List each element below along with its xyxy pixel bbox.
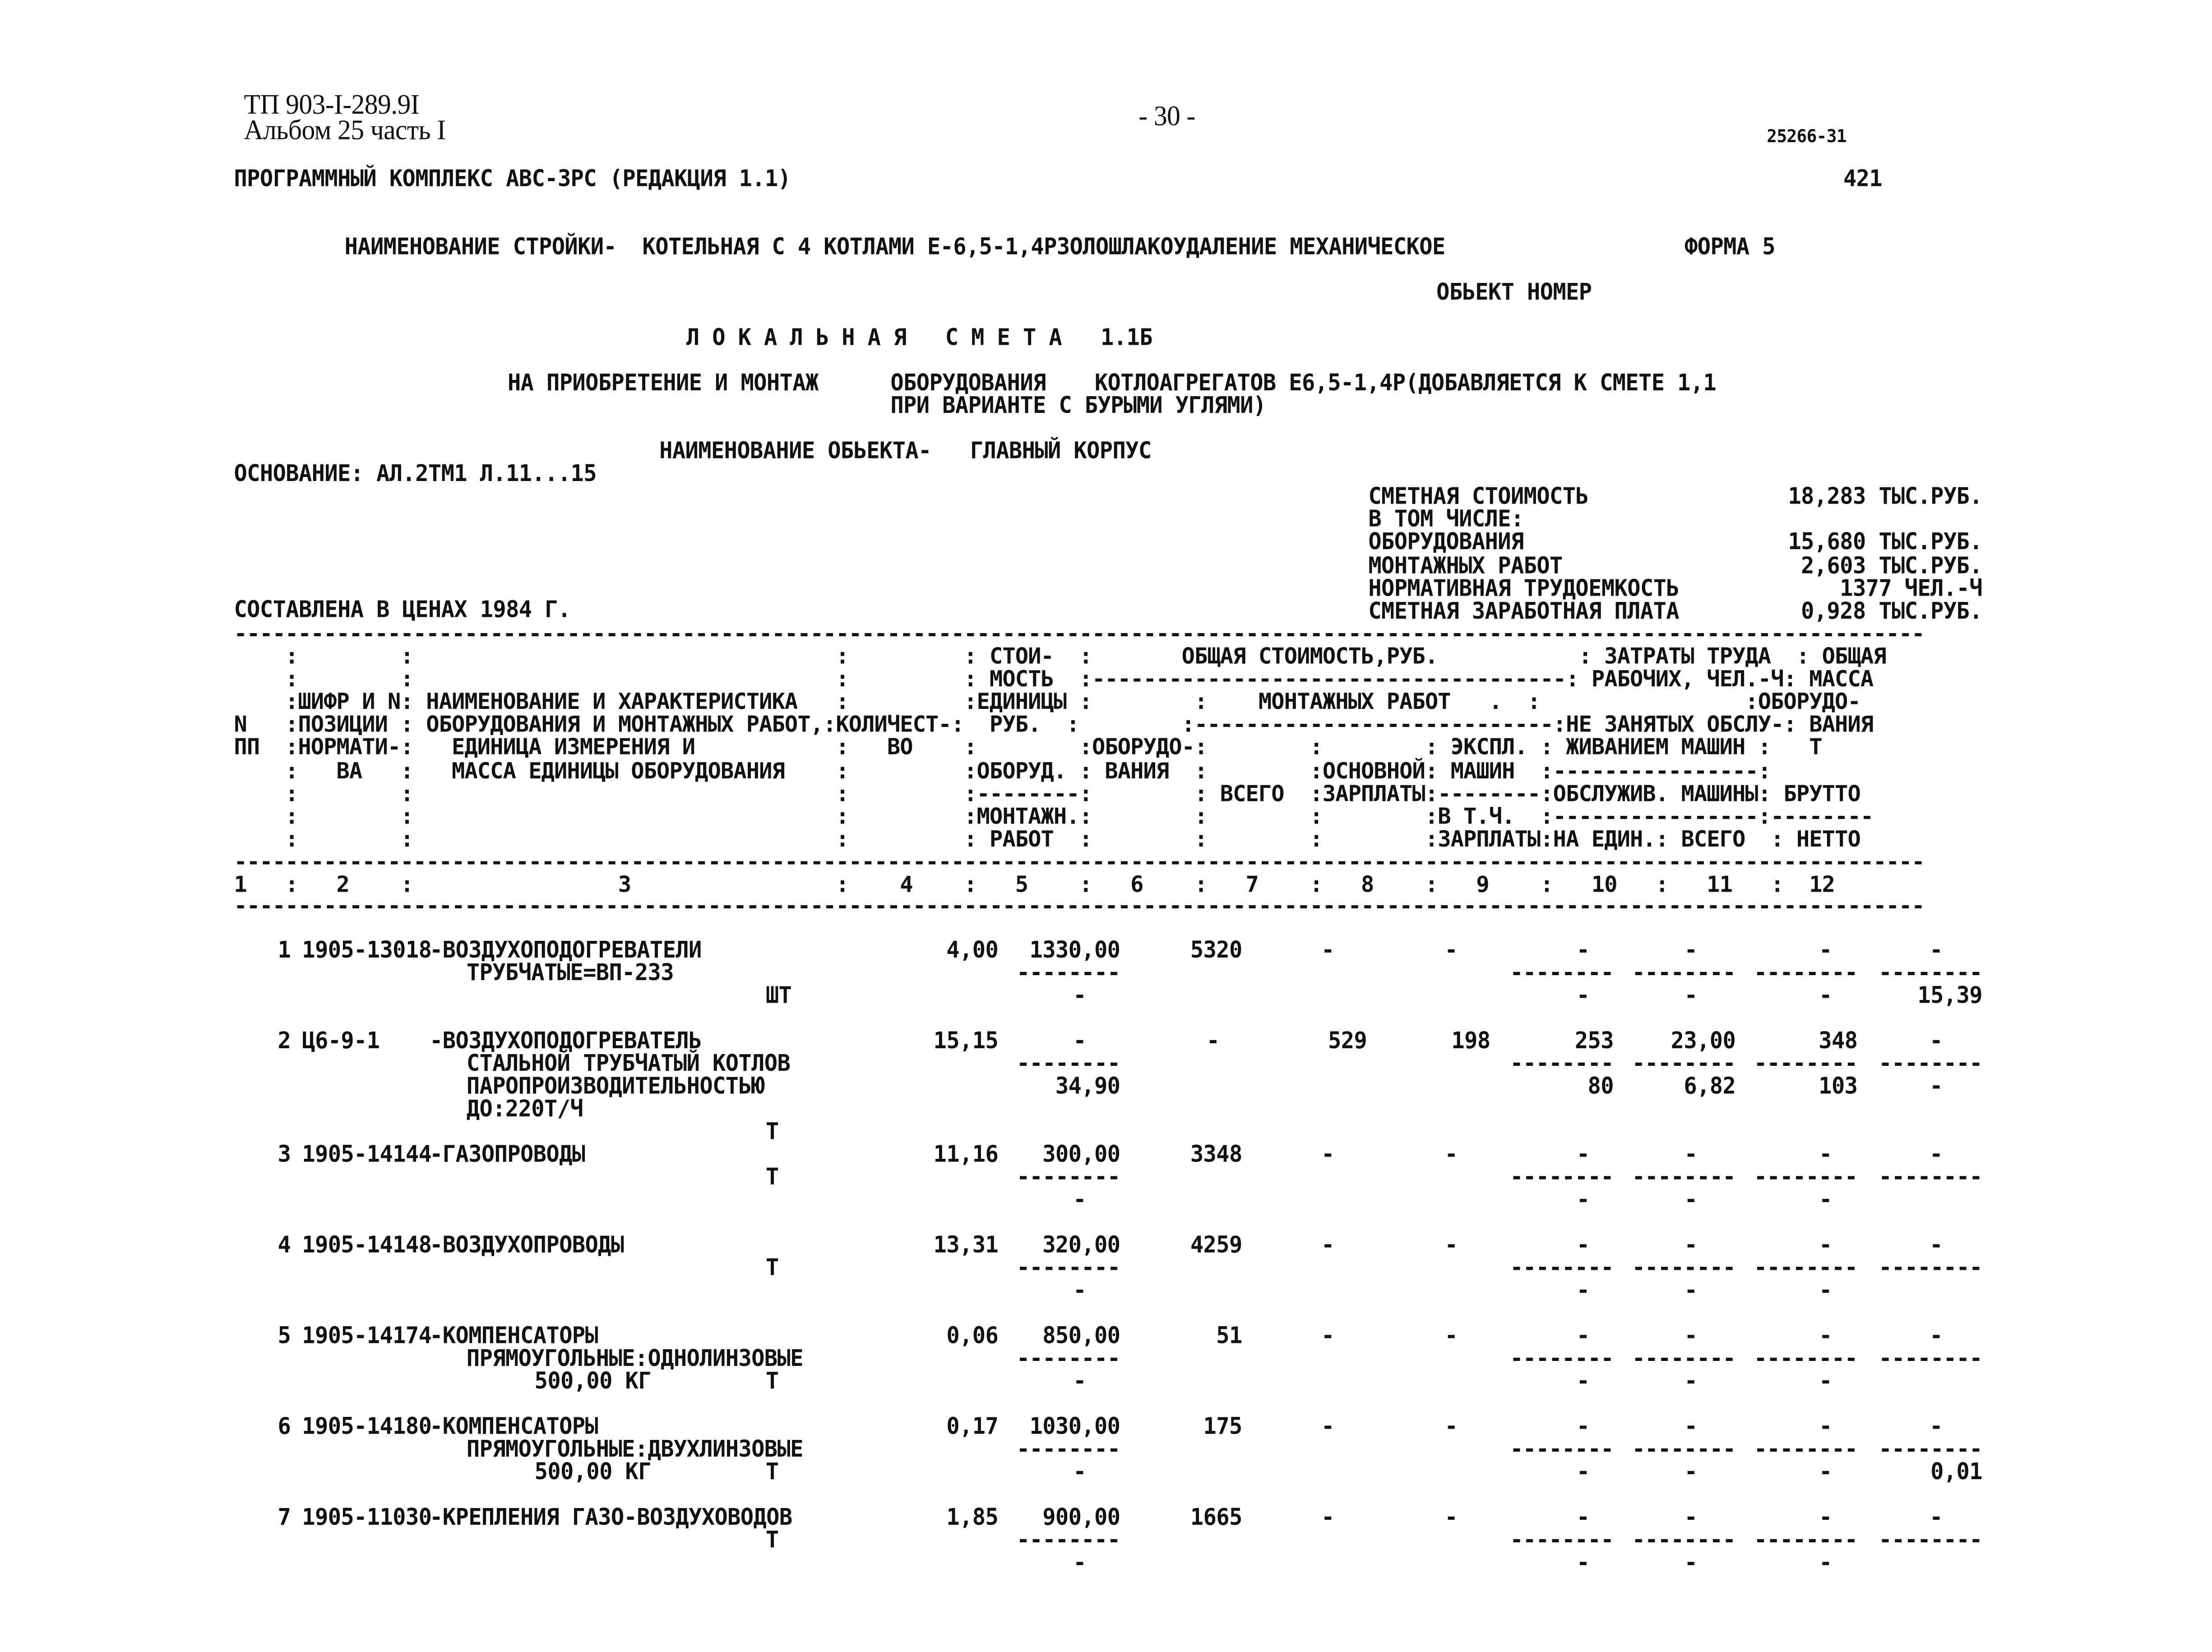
item-name: ТРУБЧАТЫЕ=ВП-233 — [466, 959, 674, 986]
total-installation: - — [1321, 1322, 1334, 1349]
subtotal-divider: -------- — [1879, 1163, 1982, 1190]
machine-operation: - — [1576, 1322, 1590, 1349]
program-name: ПРОГРАММНЫЙ КОМПЛЕКС АВС-3РС (РЕДАКЦИЯ 1.1) — [234, 165, 791, 192]
unit-of-measure: ШТ — [765, 982, 792, 1009]
position-code: 1905-14144 — [302, 1141, 432, 1168]
quantity: 4,00 — [946, 936, 999, 964]
installation-c10-value: - — [1684, 1277, 1698, 1304]
total-installation: - — [1321, 936, 1334, 964]
header-line: ------------------------------------------------------------------------------------------------------------------------------------ — [234, 621, 1925, 647]
installation-c9-value: - — [1576, 1549, 1590, 1576]
subtotal-divider: -------- — [1632, 1526, 1736, 1554]
subtotal-divider: -------- — [1632, 1050, 1736, 1077]
quantity: 11,16 — [933, 1141, 999, 1168]
subtotal-divider: -------- — [1754, 1345, 1858, 1372]
total-installation: - — [1321, 1231, 1334, 1259]
installation-c9-value: - — [1576, 1277, 1590, 1304]
row-number: 1 — [278, 936, 291, 964]
mass: - — [1930, 1141, 1943, 1168]
subtotal-divider: -------- — [1016, 1435, 1120, 1463]
labor-per-unit: - — [1684, 1141, 1698, 1168]
unit-price: 900,00 — [1042, 1504, 1120, 1531]
machine-operation: - — [1576, 1231, 1590, 1259]
row-number: 6 — [278, 1413, 291, 1440]
equipment-cost: 3348 — [1190, 1141, 1242, 1168]
quantity: 15,15 — [933, 1027, 999, 1055]
equipment-cost: 4259 — [1190, 1231, 1242, 1259]
mass: - — [1930, 1504, 1943, 1531]
quantity: 1,85 — [946, 1504, 999, 1531]
unit-of-measure: Т — [765, 1254, 779, 1281]
installation-c5-value: - — [1073, 1367, 1087, 1395]
unit-price: 300,00 — [1042, 1141, 1120, 1168]
labor-per-unit: - — [1684, 1231, 1698, 1259]
equipment-cost: 1665 — [1190, 1504, 1242, 1531]
installation-c5-value: - — [1073, 1186, 1087, 1213]
machine-operation: 253 — [1574, 1027, 1614, 1055]
subtotal-divider: -------- — [1879, 1254, 1982, 1281]
header-line: ------------------------------------------------------------------------------------------------------------------------------------ — [234, 893, 1925, 920]
header-line: :ШИФР И N: НАИМЕНОВАНИЕ И ХАРАКТЕРИСТИКА : :ЕДИНИЦЫ : : МОНТАЖНЫХ РАБОТ . : :ОБОРУДО- — [234, 689, 1860, 715]
mass: - — [1930, 1027, 1943, 1055]
subtotal-divider: -------- — [1016, 1163, 1120, 1190]
subtotal-divider: -------- — [1510, 959, 1614, 986]
summary-value: 2,603 ТЫС.РУБ. — [1801, 551, 1982, 579]
installation-c5-value: - — [1073, 1277, 1087, 1304]
row-number: 2 — [278, 1027, 291, 1055]
page-number: - 30 - — [1138, 101, 1195, 133]
document-title: Л О К А Л Ь Н А Я С М Е Т А 1.1Б — [686, 324, 1152, 351]
item-name: ПРЯМОУГОЛЬНЫЕ:ДВУХЛИНЗОВЫЕ — [466, 1435, 803, 1463]
header-line: : : : : РАБОТ : : : :ЗАРПЛАТЫ:НА ЕДИН.: ВСЕГО : НЕТТО — [234, 826, 1860, 852]
summary-value: 18,283 ТЫС.РУБ. — [1788, 483, 1982, 510]
summary-label: СМЕТНАЯ СТОИМОСТЬ — [1368, 483, 1589, 510]
item-name: -ВОЗДУХОПОДОГРЕВАТЕЛИ — [430, 936, 702, 964]
installation-c11-value: - — [1819, 1458, 1832, 1485]
position-code: 1905-13018 — [302, 936, 432, 964]
base-wage: - — [1444, 1322, 1458, 1349]
item-name: -КОМПЕНСАТОРЫ — [430, 1413, 598, 1440]
row-number: 5 — [278, 1322, 291, 1349]
subtotal-divider: -------- — [1510, 1163, 1614, 1190]
header-line: : : : : МОСТЬ :-------------------------------------: РАБОЧИХ, ЧЕЛ.-Ч: МАССА — [234, 666, 1874, 693]
installation-c11-value: - — [1819, 1367, 1832, 1395]
base-wage: - — [1444, 936, 1458, 964]
labor-total: - — [1819, 1413, 1832, 1440]
row-number: 7 — [278, 1504, 291, 1531]
subtotal-divider: -------- — [1016, 1345, 1120, 1372]
installation-c11-value: - — [1819, 1186, 1832, 1213]
labor-total: - — [1819, 1141, 1832, 1168]
installation-c12-value: - — [1930, 1073, 1943, 1100]
item-name: -ВОЗДУХОПОДОГРЕВАТЕЛЬ — [430, 1027, 702, 1055]
sheet-number: 421 — [1843, 165, 1883, 192]
unit-of-measure: Т — [765, 1526, 779, 1554]
installation-c11-value: - — [1819, 1277, 1832, 1304]
summary-label: В ТОМ ЧИСЛЕ: — [1368, 505, 1524, 533]
subtotal-divider: -------- — [1510, 1050, 1614, 1077]
subtitle-part1: НА ПРИОБРЕТЕНИЕ И МОНТАЖ — [507, 369, 819, 397]
unit-price: - — [1073, 1027, 1087, 1055]
installation-c12-value: 15,39 — [1917, 982, 1982, 1009]
total-installation: 529 — [1328, 1027, 1367, 1055]
subtitle-part3: КОТЛОАГРЕГАТОВ Е6,5-1,4Р(ДОБАВЛЯЕТСЯ К СМЕТЕ 1,1 — [1094, 369, 1717, 397]
installation-c10-value: - — [1684, 982, 1698, 1009]
equipment-cost: - — [1206, 1027, 1220, 1055]
installation-c5-value: - — [1073, 1549, 1087, 1576]
unit-mass-note: 500,00 КГ — [534, 1458, 651, 1485]
equipment-cost: 51 — [1216, 1322, 1242, 1349]
labor-per-unit: - — [1684, 936, 1698, 964]
item-name: -ВОЗДУХОПРОВОДЫ — [430, 1231, 624, 1259]
mass: - — [1930, 1231, 1943, 1259]
subtotal-divider: -------- — [1879, 1435, 1982, 1463]
installation-c9-value: - — [1576, 1458, 1590, 1485]
header-line: : : : :--------: : ВСЕГО :ЗАРПЛАТЫ:--------:ОБСЛУЖИВ. МАШИНЫ: БРУТТО — [234, 781, 1860, 806]
doc-id: ТП 903-I-289.9I — [244, 90, 419, 121]
header-line: : ВА : МАССА ЕДИНИЦЫ ОБОРУДОВАНИЯ : :ОБОРУД. : ВАНИЯ : :ОСНОВНОЙ: МАШИН :----------------: — [234, 758, 1771, 784]
album-part: Альбом 25 часть I — [244, 115, 446, 147]
subtotal-divider: -------- — [1754, 959, 1858, 986]
machine-operation: - — [1576, 936, 1590, 964]
unit-price: 850,00 — [1042, 1322, 1120, 1349]
subtotal-divider: -------- — [1632, 1345, 1736, 1372]
subtotal-divider: -------- — [1879, 959, 1982, 986]
subtotal-divider: -------- — [1016, 1254, 1120, 1281]
total-installation: - — [1321, 1413, 1334, 1440]
installation-c10-value: - — [1684, 1458, 1698, 1485]
header-line: : : : :МОНТАЖН.: : : :В Т.Ч. :----------------:-------- — [234, 803, 1874, 829]
base-wage: - — [1444, 1231, 1458, 1259]
subtotal-divider: -------- — [1879, 1345, 1982, 1372]
unit-of-measure: Т — [765, 1458, 779, 1485]
subtotal-divider: -------- — [1754, 1163, 1858, 1190]
header-line: N :ПОЗИЦИИ : ОБОРУДОВАНИЯ И МОНТАЖНЫХ РАБОТ,:КОЛИЧЕСТ-: РУБ. : :----------------------------:НЕ ЗАНЯТЫХ ОБСЛУ-: ВАНИЯ — [234, 712, 1874, 738]
installation-c11-value: - — [1819, 1549, 1832, 1576]
installation-c5-value: - — [1073, 982, 1087, 1009]
installation-c5-value: 34,90 — [1055, 1073, 1120, 1100]
subtotal-divider: -------- — [1754, 1050, 1858, 1077]
item-name: ПРЯМОУГОЛЬНЫЕ:ОДНОЛИНЗОВЫЕ — [466, 1345, 803, 1372]
unit-price: 1330,00 — [1029, 936, 1120, 964]
base-wage: - — [1444, 1504, 1458, 1531]
summary-label: СМЕТНАЯ ЗАРАБОТНАЯ ПЛАТА — [1368, 597, 1680, 625]
labor-total: - — [1819, 1504, 1832, 1531]
header-line: ПП :НОРМАТИ-: ЕДИНИЦА ИЗМЕРЕНИЯ И : ВО : :ОБОРУДО-: : : ЭКСПЛ. : ЖИВАНИЕМ МАШИН : Т — [234, 735, 1822, 761]
construction-name: НАИМЕНОВАНИЕ СТРОЙКИ- КОТЕЛЬНАЯ С 4 КОТЛАМИ Е-6,5-1,4РЗОЛОШЛАКОУДАЛЕНИЕ МЕХАНИЧЕСКОЕ — [344, 233, 1445, 260]
mass: - — [1930, 1322, 1943, 1349]
installation-c10-value: - — [1684, 1186, 1698, 1213]
unit-of-measure: Т — [765, 1163, 779, 1190]
position-code: 1905-14174 — [302, 1322, 432, 1349]
row-number: 3 — [278, 1141, 291, 1168]
summary-value: 0,928 ТЫС.РУБ. — [1801, 597, 1982, 625]
column-numbers-row: 1 : 2 : 3 : 4 : 5 : 6 : 7 : 8 : 9 : 10 : 11 : 12 — [234, 872, 1835, 898]
subtotal-divider: -------- — [1632, 1163, 1736, 1190]
subtotal-divider: -------- — [1016, 1050, 1120, 1077]
machine-operation: - — [1576, 1504, 1590, 1531]
table-header — [234, 622, 1924, 918]
subtotal-divider: -------- — [1632, 1435, 1736, 1463]
subtitle-part4: ПРИ ВАРИАНТЕ С БУРЫМИ УГЛЯМИ) — [890, 392, 1266, 419]
unit-of-measure: Т — [765, 1367, 779, 1395]
subtotal-divider: -------- — [1510, 1526, 1614, 1554]
installation-c12-value: 0,01 — [1930, 1458, 1982, 1485]
labor-total: - — [1819, 1231, 1832, 1259]
quantity: 13,31 — [933, 1231, 999, 1259]
mass: - — [1930, 1413, 1943, 1440]
subtotal-divider: -------- — [1632, 1254, 1736, 1281]
base-wage: - — [1444, 1141, 1458, 1168]
summary-value: 15,680 ТЫС.РУБ. — [1788, 528, 1982, 556]
subtotal-divider: -------- — [1879, 1050, 1982, 1077]
position-code: Ц6-9-1 — [302, 1027, 380, 1055]
unit-price: 1030,00 — [1029, 1413, 1120, 1440]
position-code: 1905-11030 — [302, 1504, 432, 1531]
subtotal-divider: -------- — [1510, 1345, 1614, 1372]
subtotal-divider: -------- — [1879, 1526, 1982, 1554]
equipment-cost: 5320 — [1190, 936, 1242, 964]
unit-price: 320,00 — [1042, 1231, 1120, 1259]
subtotal-divider: -------- — [1016, 959, 1120, 986]
installation-c9-value: - — [1576, 1367, 1590, 1395]
installation-c11-value: - — [1819, 982, 1832, 1009]
inventory-number: 25266-31 — [1767, 125, 1846, 147]
unit-of-measure: Т — [765, 1118, 779, 1145]
installation-c5-value: - — [1073, 1458, 1087, 1485]
summary-label: МОНТАЖНЫХ РАБОТ — [1368, 551, 1563, 579]
installation-c9-value: - — [1576, 1186, 1590, 1213]
header-line: : : : : СТОИ- : ОБЩАЯ СТОИМОСТЬ,РУБ. : ЗАТРАТЫ ТРУДА : ОБЩАЯ — [234, 643, 1886, 670]
unit-mass-note: 500,00 КГ — [534, 1367, 651, 1395]
position-code: 1905-14180 — [302, 1413, 432, 1440]
base-wage: - — [1444, 1413, 1458, 1440]
header-line: ------------------------------------------------------------------------------------------------------------------------------------ — [234, 849, 1925, 875]
subtotal-divider: -------- — [1754, 1435, 1858, 1463]
subtotal-divider: -------- — [1510, 1435, 1614, 1463]
object-number: ОБЬЕКТ НОМЕР — [1436, 278, 1592, 306]
labor-per-unit: - — [1684, 1504, 1698, 1531]
object-name: НАИМЕНОВАНИЕ ОБЬЕКТА- ГЛАВНЫЙ КОРПУС — [659, 437, 1152, 464]
item-name: -ГАЗОПРОВОДЫ — [430, 1141, 585, 1168]
summary-label: НОРМАТИВНАЯ ТРУДОЕМКОСТЬ — [1368, 574, 1680, 602]
subtotal-divider: -------- — [1016, 1526, 1120, 1554]
labor-total: - — [1819, 1322, 1832, 1349]
installation-c10-value: 6,82 — [1684, 1073, 1736, 1100]
total-installation: - — [1321, 1504, 1334, 1531]
machine-operation: - — [1576, 1413, 1590, 1440]
position-code: 1905-14148 — [302, 1231, 432, 1259]
labor-per-unit: 23,00 — [1671, 1027, 1736, 1055]
installation-c10-value: - — [1684, 1549, 1698, 1576]
quantity: 0,06 — [946, 1322, 999, 1349]
subtotal-divider: -------- — [1754, 1526, 1858, 1554]
labor-per-unit: - — [1684, 1413, 1698, 1440]
machine-operation: - — [1576, 1141, 1590, 1168]
mass: - — [1930, 936, 1943, 964]
item-name: ДО:220Т/Ч — [466, 1095, 583, 1122]
installation-c10-value: - — [1684, 1367, 1698, 1395]
item-name: ПАРОПРОИЗВОДИТЕЛЬНОСТЬЮ — [466, 1073, 764, 1100]
row-number: 4 — [278, 1231, 291, 1259]
base-wage: 198 — [1451, 1027, 1490, 1055]
installation-c9-value: - — [1576, 982, 1590, 1009]
installation-c9-value: 80 — [1587, 1073, 1614, 1100]
quantity: 0,17 — [946, 1413, 999, 1440]
subtitle-part2: ОБОРУДОВАНИЯ — [890, 369, 1046, 397]
subtotal-divider: -------- — [1510, 1254, 1614, 1281]
item-name: СТАЛЬНОЙ ТРУБЧАТЫЙ КОТЛОВ — [466, 1050, 791, 1077]
form-number: ФОРМА 5 — [1684, 233, 1775, 260]
subtotal-divider: -------- — [1754, 1254, 1858, 1281]
total-installation: - — [1321, 1141, 1334, 1168]
labor-per-unit: - — [1684, 1322, 1698, 1349]
labor-total: 348 — [1819, 1027, 1858, 1055]
item-name: -КОМПЕНСАТОРЫ — [430, 1322, 598, 1349]
basis: ОСНОВАНИЕ: АЛ.2ТМ1 Л.11...15 — [234, 460, 597, 487]
equipment-cost: 175 — [1203, 1413, 1242, 1440]
installation-c11-value: 103 — [1819, 1073, 1858, 1100]
price-level: СОСТАВЛЕНА В ЦЕНАХ 1984 Г. — [234, 596, 571, 623]
item-name: -КРЕПЛЕНИЯ ГАЗО-ВОЗДУХОВОДОВ — [430, 1504, 792, 1531]
summary-value: 1377 ЧЕЛ.-Ч — [1840, 574, 1982, 602]
labor-total: - — [1819, 936, 1832, 964]
summary-label: ОБОРУДОВАНИЯ — [1368, 528, 1524, 556]
subtotal-divider: -------- — [1632, 959, 1736, 986]
